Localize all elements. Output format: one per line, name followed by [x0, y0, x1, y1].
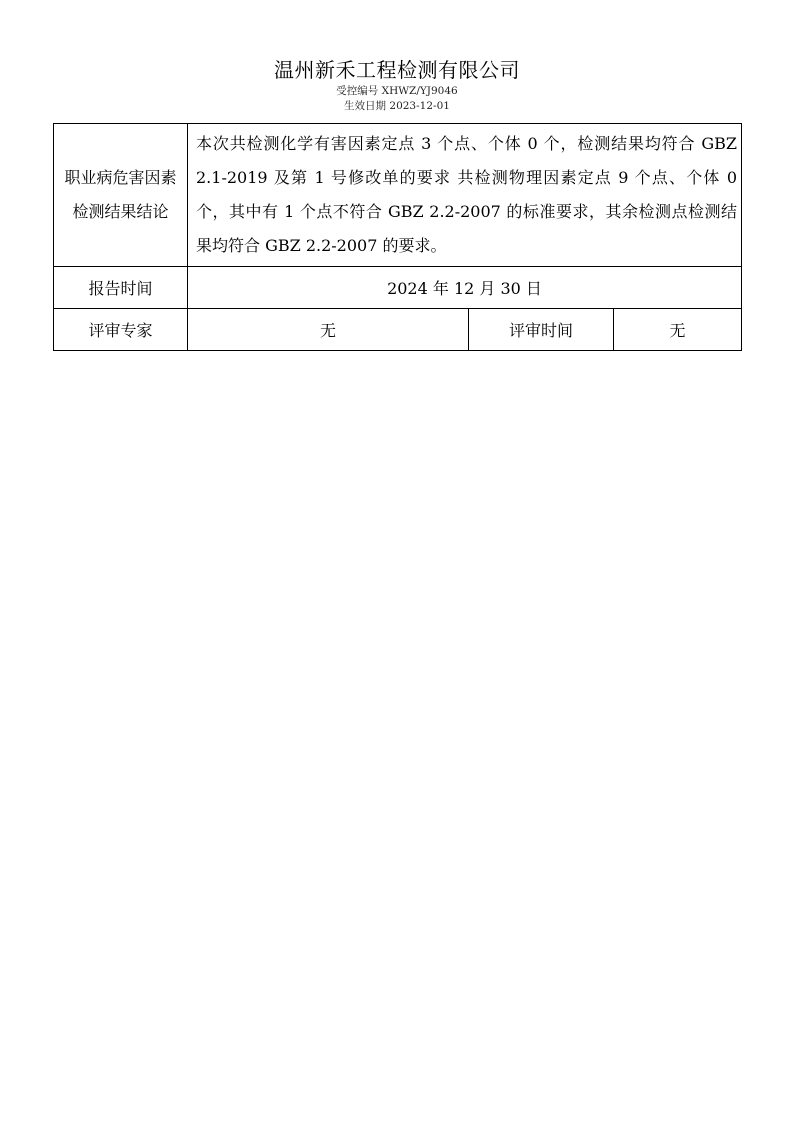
- report-time-label: 报告时间: [54, 267, 188, 309]
- report-time-row: [54, 267, 742, 309]
- review-time-label: 评审时间: [469, 309, 614, 351]
- conclusion-row: [54, 124, 742, 267]
- effective-date: 生效日期 2023-12-01: [344, 100, 450, 112]
- review-expert-value: 无: [188, 309, 469, 351]
- company-title: 温州新禾工程检测有限公司: [274, 58, 520, 82]
- review-time-value: 无: [614, 309, 742, 351]
- document-header: [0, 56, 794, 114]
- conclusion-label: 职业病危害因素检测结果结论: [54, 124, 188, 267]
- conclusion-text: 本次共检测化学有害因素定点 3 个点、个体 0 个，检测结果均符合 GBZ 2.1-2019 及第 1 号修改单的要求 共检测物理因素定点 9 个点、个体 0 个，其中有 1 个点不符合 GBZ 2.2-2007 的标准要求，其余检测点检测结果均符合 GBZ 2.2-2007 的要求。: [188, 124, 742, 267]
- report-time-value: 2024 年 12 月 30 日: [188, 267, 742, 309]
- review-row: [54, 309, 742, 351]
- conclusion-table: [53, 123, 742, 351]
- control-number: 受控编号 XHWZ/YJ9046: [336, 85, 458, 97]
- review-expert-label: 评审专家: [54, 309, 188, 351]
